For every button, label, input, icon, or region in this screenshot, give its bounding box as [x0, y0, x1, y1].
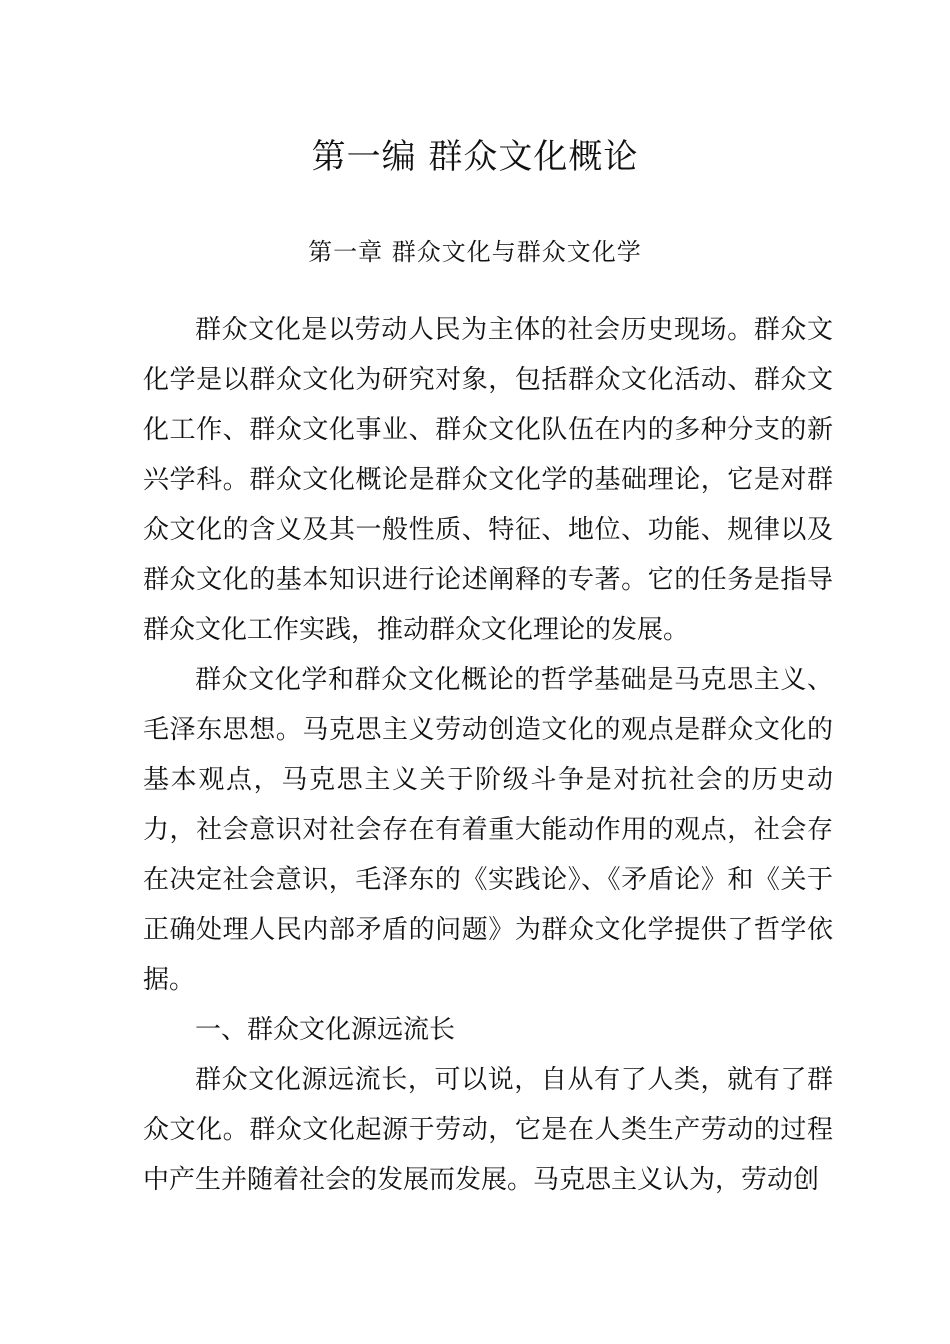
paragraph-philosophy: 群众文化学和群众文化概论的哲学基础是马克思主义、毛泽东思想。马克思主义劳动创造文化的观点是群众文化的基本观点，马克思主义关于阶级斗争是对抗社会的历史动力，社会意识对社会存在有着重大能动作用的观点，社会存在决定社会意识，毛泽东的《实践论》、《矛盾论》和《关于正确处理人民内部矛盾的问题》为群众文化学提供了哲学依据。: [143, 665, 833, 995]
part-title: 第一编 群众文化概论: [311, 137, 639, 177]
paragraph-intro: 群众文化是以劳动人民为主体的社会历史现场。群众文化学是以群众文化为研究对象，包括群众文化活动、群众文化工作、群众文化事业、群众文化队伍在内的多种分支的新兴学科。群众文化概论是群众文化学的基础理论，它是对群众文化的含义及其一般性质、特征、地位、功能、规律以及群众文化的基本知识进行论述阐释的专著。它的任务是指导群众文化工作实践，推动群众文化理论的发展。: [143, 315, 833, 645]
paragraph-origin: 群众文化源远流长，可以说，自从有了人类，就有了群众文化。群众文化起源于劳动，它是在人类生产劳动的过程中产生并随着社会的发展而发展。马克思主义认为，劳动创: [143, 1065, 833, 1195]
body-text: [143, 305, 833, 1205]
section-heading: 一、群众文化源远流长: [195, 1015, 456, 1045]
chapter-title: 第一章 群众文化与群众文化学: [308, 238, 642, 266]
